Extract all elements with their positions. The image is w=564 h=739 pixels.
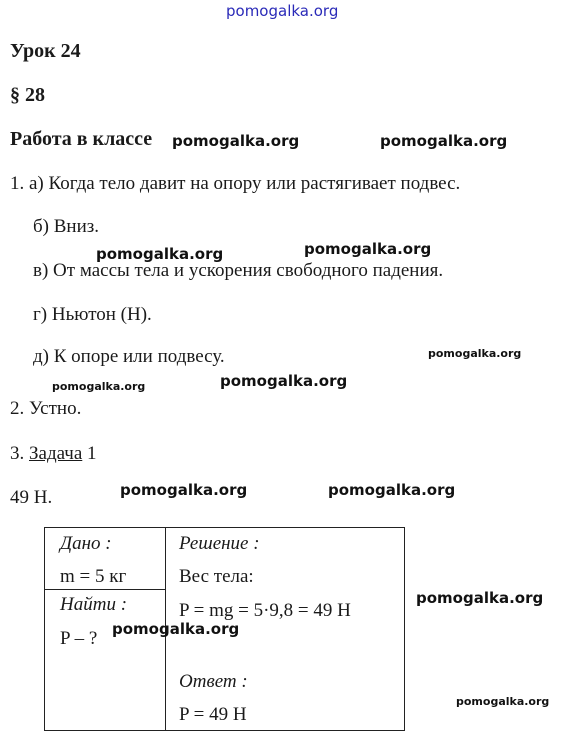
watermark-top: pomogalka.org xyxy=(226,2,339,20)
solution-label: Решение : xyxy=(179,533,260,554)
given-label: Дано : xyxy=(60,533,112,554)
formula: P = mg = 5·9,8 = 49 Н xyxy=(179,600,351,621)
watermark: pomogalka.org xyxy=(380,132,508,150)
watermark: pomogalka.org xyxy=(96,245,224,263)
answer-label: Ответ : xyxy=(179,671,248,692)
lesson-title: Урок 24 xyxy=(10,40,81,62)
watermark: pomogalka.org xyxy=(172,132,300,150)
find-value: P – ? xyxy=(60,628,98,649)
task-number: 1 xyxy=(82,443,97,464)
answer-1e: д) К опоре или подвесу. xyxy=(33,346,225,367)
watermark: pomogalka.org xyxy=(52,380,146,393)
answer-value: P = 49 Н xyxy=(179,704,247,725)
watermark: pomogalka.org xyxy=(120,481,248,499)
watermark: pomogalka.org xyxy=(328,481,456,499)
weight-label: Вес тела: xyxy=(179,566,254,587)
task-prefix: 3. xyxy=(10,443,29,464)
answer-1c: в) От массы тела и ускорения свободного падения. xyxy=(33,260,444,281)
watermark: pomogalka.org xyxy=(220,372,348,390)
watermark: pomogalka.org xyxy=(304,240,432,258)
paragraph-number: § 28 xyxy=(10,84,45,106)
answer-1d: г) Ньютон (Н). xyxy=(33,304,152,325)
watermark: pomogalka.org xyxy=(112,620,240,638)
answer-1a: 1. а) Когда тело давит на опору или растягивает подвес. xyxy=(10,173,461,194)
answer-1b: б) Вниз. xyxy=(33,216,100,237)
answer-3-result: 49 Н. xyxy=(10,487,53,508)
watermark: pomogalka.org xyxy=(416,589,544,607)
task-word: Задача xyxy=(29,443,83,464)
watermark: pomogalka.org xyxy=(428,347,522,360)
given-value: m = 5 кг xyxy=(60,566,127,587)
section-title: Работа в классе xyxy=(10,128,153,150)
answer-3 xyxy=(10,443,97,465)
find-label: Найти : xyxy=(60,594,128,615)
answer-2: 2. Устно. xyxy=(10,398,82,419)
watermark: pomogalka.org xyxy=(456,695,550,708)
table-divider-horizontal xyxy=(45,589,165,590)
